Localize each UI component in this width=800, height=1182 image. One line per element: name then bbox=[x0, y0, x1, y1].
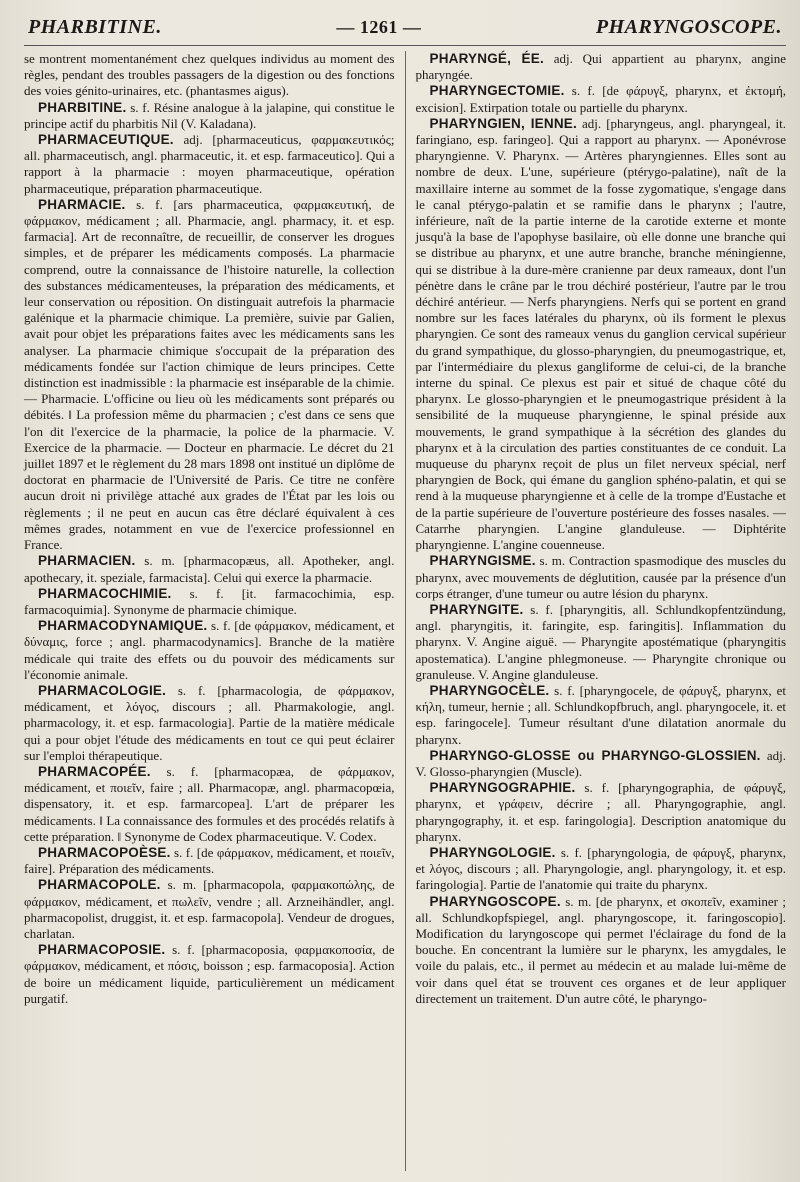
entry-definition: adj. V. Glosso-pharyngien (Muscle). bbox=[415, 747, 790, 779]
entry-headword: PHARYNGITE. bbox=[429, 601, 524, 617]
entry-headword: PHARMACODYNAMIQUE. bbox=[38, 618, 208, 634]
dictionary-entry bbox=[24, 618, 398, 683]
entry-definition: s. f. [de φάρυγξ, pharynx, et ἐκτομή, excision]. Extirpation totale ou partielle du pharynx. bbox=[415, 83, 790, 115]
entry-headword: PHARYNGOGRAPHIE. bbox=[429, 780, 576, 796]
dictionary-entry bbox=[24, 553, 398, 585]
entry-definition: adj. [pharmaceuticus, φαρμακευτικός; all. pharmaceutisch, angl. pharmaceutic, it. et esp. farmaceutico]. Qui a rapport à la pharmacie : moyen pharmaceutique, opération pharmaceutique, préparation pharmaceutique. bbox=[24, 132, 398, 196]
entry-headword: PHARYNGISME. bbox=[429, 553, 536, 569]
dictionary-entry bbox=[24, 51, 398, 100]
dictionary-entry bbox=[24, 99, 398, 132]
dictionary-entry bbox=[415, 83, 790, 115]
entry-headword: PHARMACOPÉE. bbox=[38, 763, 151, 779]
entry-definition: s. f. [ars pharmaceutica, φαρμακευτική, de φάρμακον, médicament ; all. Pharmacie, angl. pharmacy, it. et esp. farmacia]. Art de reconnaître, de recueillir, de conserver les drogues simples, et de préparer les médicaments composés. La pharmacie comprend, outre la connaissance de l'histoire naturelle, la collection des substances médicamenteuses, la préparation des médicaments, et leur conservation ou réposition. On distinguait autrefois la pharmacie galénique et la pharmacie chimique. La première, suivie par Galien, avait pour objet les préparations faites avec les médicaments sans les analyser. La pharmacie chimique s'occupait de la préparation des médicaments fondée sur l'action chimique de leurs principes. Cette distinction est inadmissible : la pharmacie est inséparable de la chimie. — Pharmacie. L'officine ou lieu où les médicaments sont préparés ou débités. ‖ La profession même du pharmacien ; c'est dans ce sens que l'on dit l'exercice de la pharmacie, la police de la pharmacie. V. Exercice de la pharmacie. — Docteur en pharmacie. Le décret du 21 juillet 1897 et le règlement du 28 mars 1898 ont institué un diplôme de doctorat en pharmacie de l'Université de Paris. Ce titre ne confère aucun droit ni privilège attaché aux grades de l'État par les lois ou règlements ; il ne peut en aucun cas être déclaré équivalent à ces mêmes grades, notamment en vue de l'exercice professionnel en France. bbox=[24, 196, 398, 553]
dictionary-entry bbox=[24, 682, 398, 764]
entry-headword: PHARMACIE. bbox=[38, 196, 126, 212]
entry-headword: PHARMACEUTIQUE. bbox=[38, 132, 174, 148]
entry-definition: s. f. [de φάρμακον, médicament, et ποιεῖν, faire]. Préparation des médicaments. bbox=[24, 844, 398, 877]
dictionary-entry bbox=[415, 844, 790, 894]
dictionary-entry bbox=[24, 763, 398, 845]
entry-definition: adj. [pharyngeus, angl. pharyngeal, it. faringiano, esp. faringeo]. Qui a rapport au pharynx. — Aponévrose pharyngienne. V. Pharynx. — Artères pharyngiennes. Elles sont au nombre de deux. L'une, supérieure (ptérygo-palatine), naît de la maxillaire interne au sommet de la fosse zygomatique, s'engage dans le canal ptérygo-palatin et se ramifie dans le pharynx ; l'autre, inférieure, naît de la partie interne de la carotide externe et monte jusqu'à la base de l'apophyse basilaire, où elle donne une branche qui se distribue au pharynx, et une autre branche, branche méningienne, qui se distribue à la dure-mère cranienne par deux rameaux, dont l'un pénètre dans le crâne par le trou déchiré postérieur, l'autre par le trou déchiré antérieur. — Nerfs pharyngiens. Nerfs qui se portent en grand nombre sur les faces latérales du pharynx, où ils forment le plexus pharyngien. Ce sont des rameaux venus du ganglion cervical supérieur du grand sympathique, du glosso-pharyngien, du pneumogastrique, et, par l'intermédiaire du plexus gangliforme de celui-ci, de la branche interne du spinal. Ce plexus est pair et situé de chaque côté du pharynx. Le glosso-pharyngien et le pneumogastrique président à la sensibilité de la muqueuse pharyngienne, le spinal préside aux mouvements, le grand sympathique à la sécrétion des glandes du pharynx et à la circulation des parties constituantes de ce conduit. La muqueuse du pharynx reçoit de plus un filet nerveux spécial, nerf pharyngien de Bock, qui émane du ganglion sphéno-palatin, et qui se rend à la muqueuse pharyngienne et à celle de la trompe d'Eustache et de la partie supérieure de l'ouverture postérieure des fosses nasales. — Catarrhe pharyngien. L'angine glanduleuse. — Diphtérite pharyngienne. L'angine couenneuse. bbox=[415, 115, 790, 553]
dictionary-entry bbox=[24, 942, 398, 1007]
dictionary-entry bbox=[24, 877, 398, 942]
entry-definition: adj. Qui appartient au pharynx, angine pharyngée. bbox=[415, 51, 790, 83]
entry-definition: s. f. [pharyngographia, de φάρυγξ, pharynx, et γράφειν, décrire ; all. Pharyngographie, angl. pharyngography, it. et esp. faringologia]. Description anatomique du pharynx. bbox=[415, 780, 790, 844]
entry-headword: PHARMACOCHIMIE. bbox=[38, 585, 172, 601]
entry-definition: s. f. [de φάρμακον, médicament, et δύναμις, force ; angl. pharmacodynamics]. Branche de la matière médicale qui traite des effets ou du pouvoir des médicaments sur l'économie animale. bbox=[24, 618, 398, 682]
entry-definition: s. f. [pharyngocele, de φάρυγξ, pharynx, et κήλη, tumeur, hernie ; all. Schlundkopfbruch, angl. pharyngocele, it. et esp. faringocele]. Tumeur résultant d'une dilatation anormale du pharynx. bbox=[415, 682, 790, 747]
entry-headword: PHARYNGO-GLOSSE ou PHARYNGO-GLOSSIEN. bbox=[429, 747, 761, 763]
entry-headword: PHARMACOLOGIE. bbox=[38, 682, 167, 698]
entry-definition: s. f. [it. farmacochimia, esp. farmacoquimia]. Synonyme de pharmacie chimique. bbox=[24, 585, 398, 617]
entry-definition: s. f. [pharyngitis, all. Schlundkopfentzündung, angl. pharyngitis, it. faringite, esp. faringitis]. Inflammation du pharynx. V. Angine aiguë. — Pharyngite apostématique (pharyngitis apostematica). L'angine phlegmoneuse. — Pharyngite chronique ou granuleuse. V. Angine glanduleuse. bbox=[415, 601, 790, 682]
entry-definition: s. f. [pharmacopæa, de φάρμακον, médicament, et ποιεῖν, faire ; all. Pharmacopæ, angl. pharmacopœia, dispensatory, it. et esp. farmarcopea]. L'art de préparer les médicaments. ‖ La connaissance des formules et des procédés relatifs à cette préparation. ‖ Synonyme de Codex pharmaceutique. V. Codex. bbox=[24, 763, 398, 844]
entry-headword: PHARMACOPOSIE. bbox=[38, 942, 166, 958]
dictionary-entry bbox=[415, 893, 790, 1007]
entry-definition: s. f. Résine analogue à la jalapine, qui constitue le principe actif du pharbitis Nil (V. Kaladana). bbox=[24, 99, 398, 131]
dictionary-entry bbox=[415, 601, 790, 683]
left-column bbox=[24, 51, 406, 1171]
entry-definition: s. m. [de pharynx, et σκοπεῖν, examiner ; all. Schlundkopfspiegel, angl. pharyngoscope, it. faringoscopio]. Modification du laryngoscope qui permet l'éclairage du fond de la bouche. En concentrant la lumière sur le pharynx, les amygdales, le voile du palais, etc., il permet au médecin et au malade lui-même de voir dans quel état se trouvent ces organes et de leur appliquer directement un traitement. D'un autre côté, le pharyngo- bbox=[415, 893, 790, 1006]
entry-headword: PHARBITINE. bbox=[38, 99, 127, 115]
running-head bbox=[24, 16, 786, 46]
entry-headword: PHARYNGÉ, ÉE. bbox=[429, 51, 544, 66]
dictionary-entry bbox=[24, 196, 398, 553]
entry-definition: se montrent momentanément chez quelques individus au moment des règles, pendant des troubles passagers de la digestion ou des fonctions des voies génito-urinaires, etc. (phantasmes aigus). bbox=[24, 51, 398, 99]
dictionary-entry bbox=[415, 780, 790, 845]
dictionary-entry bbox=[24, 585, 398, 618]
right-column bbox=[406, 51, 790, 1171]
entry-definition: s. f. [pharmacologia, de φάρμακον, médicament, et λόγος, discours ; all. Pharmakologie, angl. pharmacology, it. et esp. farmacologia]. Partie de la matière médicale qui a pour objet l'étude des médicaments en tout ce qui peut éclairer sur l'emploi thérapeutique. bbox=[24, 682, 398, 763]
entry-headword: PHARMACOPOLE. bbox=[38, 877, 161, 893]
entry-definition: s. f. [pharmacoposia, φαρμακοποσία, de φάρμακον, médicament, et πόσις, boisson ; esp. farmacoposia]. Action de boire un médicament liquide, particulièrement un médicament purgatif. bbox=[24, 942, 398, 1006]
running-head-left: PHARBITINE. bbox=[28, 16, 162, 38]
dictionary-entry bbox=[24, 844, 398, 877]
dictionary-entry bbox=[415, 553, 790, 602]
entry-headword: PHARYNGECTOMIE. bbox=[429, 83, 565, 99]
running-head-right: PHARYNGOSCOPE. bbox=[595, 16, 782, 38]
entry-headword: PHARMACOPOÈSE. bbox=[38, 844, 171, 860]
dictionary-entry bbox=[415, 115, 790, 553]
entry-headword: PHARYNGOSCOPE. bbox=[429, 893, 561, 909]
entry-definition: s. m. [pharmacopæus, all. Apotheker, angl. apothecary, it. speziale, farmacista]. Celui qui exerce la pharmacie. bbox=[24, 553, 398, 585]
page-number: — 1261 — bbox=[336, 17, 422, 37]
dictionary-entry bbox=[24, 132, 398, 197]
entry-definition: s. f. [pharyngologia, de φάρυγξ, pharynx, et λόγος, discours ; all. Pharyngologie, angl. pharyngology, it. et esp. faringologia]. Partie de l'anatomie qui traite du pharynx. bbox=[415, 844, 790, 893]
entry-definition: s. m. Contraction spasmodique des muscles du pharynx, avec mouvements de déglutition, causée par la présence d'un corps étranger, d'une tumeur ou autre lésion du pharynx. bbox=[415, 553, 790, 601]
dictionary-entry bbox=[415, 51, 790, 83]
entry-headword: PHARMACIEN. bbox=[38, 553, 136, 569]
entry-definition: s. m. [pharmacopola, φαρμακοπώλης, de φάρμακον, médicament, et πωλεῖν, vendre ; all. Arzneihändler, angl. pharmacopolist, druggist, it. et esp. farmacopola]. Vendeur de drogues, charlatan. bbox=[24, 877, 398, 941]
dictionary-entry bbox=[415, 747, 790, 780]
entry-headword: PHARYNGIEN, IENNE. bbox=[429, 115, 577, 131]
text-columns bbox=[24, 51, 790, 1171]
entry-headword: PHARYNGOLOGIE. bbox=[429, 844, 556, 860]
dictionary-entry bbox=[415, 682, 790, 748]
entry-headword: PHARYNGOCÈLE. bbox=[429, 682, 550, 698]
